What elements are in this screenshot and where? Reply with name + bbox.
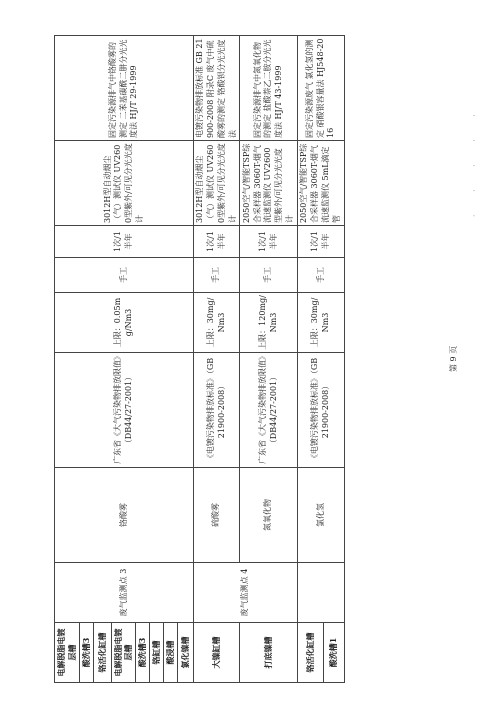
frequency: 1次/1半年 (194, 226, 240, 258)
tank-cell: 酸洗槽1 (323, 623, 344, 683)
tank-cell: 铬活化缸槽 (93, 623, 111, 683)
tank-cell: 电解脱脂电镀层槽 (55, 623, 80, 683)
standard: 广东省《大气污染物排放限值》（DB44/27-2001） (240, 353, 298, 468)
limit: 上限：120mg/Nm3 (240, 293, 298, 353)
limit: 上限：30mg/Nm3 (194, 293, 240, 353)
pollutant: 氯化氢 (298, 468, 344, 563)
pollutant: 氮氧化物 (240, 468, 298, 563)
instrument: 3012H型自动烟尘（气）测试仪 UV2600型紫外/可见分光光度计 (55, 141, 194, 226)
monitoring-point: 废气监测点 3 (55, 563, 194, 623)
tank-cell: 大镍缸槽 (194, 623, 240, 683)
instrument: 2050空气/智能TSP综合采样器 3060T-烟气流速监测仪 5mL滴定管 (298, 141, 344, 226)
tank-cell: 氯化镍槽 (178, 623, 194, 683)
method: 固定污染源排气中氮氧化物的测定 盐酸萘乙二胺分光光度法 HJ/T 43-1999 (240, 36, 298, 141)
frequency: 1次/1半年 (240, 226, 298, 258)
mode: 手工 (194, 258, 240, 293)
pollutant: 铬酸雾 (55, 468, 194, 563)
limit: 上限：30mg/Nm3 (298, 293, 344, 353)
frequency: 1次/1半年 (298, 226, 344, 258)
mode: 手工 (55, 258, 194, 293)
tank-cell: 酸洗槽3 (79, 623, 93, 683)
method: 固定污染源废气 氯化氢的测定 硝酸银容量法 HJ548-2016 (298, 36, 344, 141)
monitoring-point (298, 563, 344, 623)
mode: 手工 (240, 258, 298, 293)
page-number: 第 9 页 (449, 345, 458, 372)
mode: 手工 (298, 258, 344, 293)
tank-cell: 打底镍槽 (240, 623, 298, 683)
tank-cell: 酸浸槽 (164, 623, 178, 683)
dotted-marks: · · · · · (470, 104, 479, 217)
tank-cell: 铬缸槽 (150, 623, 164, 683)
monitoring-table (54, 35, 345, 683)
method: 电镀污染物排放标准 GB 21900-2008 附录C 废气中硫酸雾的测定 铬酸钡分光光度法 (194, 36, 240, 141)
tank-cell: 酸洗槽3 (136, 623, 150, 683)
frequency: 1次/1半年 (55, 226, 194, 258)
method: 固定污染源排气中铬酸雾的测定 二苯基碳酰二肼分光光度法 HJ/T 29-1999 (55, 36, 194, 141)
standard: 《电镀污染物排放标准》（GB 21900-2008） (298, 353, 344, 468)
tank-cell: 铬活化缸槽 (298, 623, 323, 683)
pollutant: 硫酸雾 (194, 468, 240, 563)
instrument: 2050空气/智能TSP综合采样器 3060T-烟气流速监测仪 UV2600型紫外/可见分光光度计 (240, 141, 298, 226)
limit: 上限：0.05mg/Nm3 (55, 293, 194, 353)
standard: 广东省《大气污染物排放限值》（DB44/27-2001） (55, 353, 194, 468)
instrument: 3012H型自动烟尘（气）测试仪 UV2600型紫外/可见分光光度计 (194, 141, 240, 226)
standard: 《电镀污染物排放标准》（GB 21900-2008） (194, 353, 240, 468)
monitoring-point: 废气监测点 4 (194, 563, 298, 623)
tank-cell: 电解脱脂电镀层槽 (111, 623, 136, 683)
